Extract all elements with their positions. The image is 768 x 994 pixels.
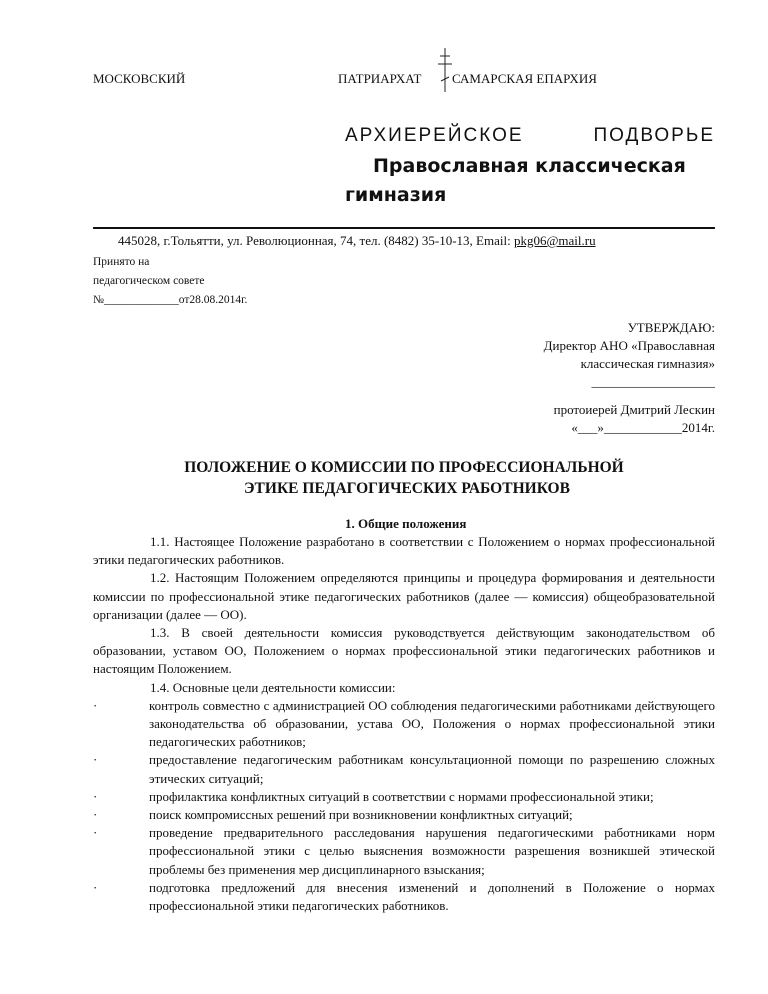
document-title-line2: ЭТИКЕ ПЕДАГОГИЧЕСКИХ РАБОТНИКОВ	[244, 480, 570, 497]
list-item-text: поиск компромиссных решений при возникновении конфликтных ситуаций;	[149, 807, 573, 823]
accepted-line3: №_____________от28.08.2014г.	[93, 294, 248, 306]
paragraph-1-3: 1.3. В своей деятельности комиссия руководствуется действующим законодательством об образовании, уставом ОО, Положением о нормах профессиональной этики педагогических работников и настоящим Положением.	[93, 625, 715, 677]
address-line	[118, 233, 596, 249]
accepted-block	[93, 253, 247, 310]
podvorie-heading	[345, 125, 715, 147]
list-item	[93, 879, 715, 915]
list-item-text: профилактика конфликтных ситуаций в соответствии с нормами профессиональной этики;	[149, 788, 654, 804]
approval-line1: Директор АНО «Православная	[543, 338, 715, 353]
document-title-line1: ПОЛОЖЕНИЕ О КОМИССИИ ПО ПРОФЕССИОНАЛЬНОЙ	[184, 459, 624, 476]
paragraph-1-2: 1.2. Настоящим Положением определяются принципы и процедура формирования и деятельности комиссии по профессиональной этике педагогических работников (далее — комиссия) общеобразовательной организации (далее — ОО).	[93, 570, 715, 622]
header-samara-eparchy: САМАРСКАЯ ЕПАРХИЯ	[452, 71, 597, 86]
bullet-mark: ·	[93, 788, 98, 804]
podvorie-word-1: АРХИЕРЕЙСКОЕ	[345, 125, 524, 146]
bullet-mark: ·	[93, 825, 98, 841]
approval-title: УТВЕРЖДАЮ:	[627, 320, 715, 335]
gymnasium-name-line1: Православная классическая	[373, 155, 686, 177]
section-heading: 1. Общие положения	[345, 516, 467, 531]
list-item	[93, 788, 715, 806]
approval-line2: классическая гимназия»	[580, 356, 715, 371]
list-item	[93, 806, 715, 824]
approval-name: протоиерей Дмитрий Лескин	[553, 402, 715, 417]
document-title	[93, 457, 715, 499]
header-patriarchate: ПАТРИАРХАТ	[338, 71, 422, 86]
list-item	[93, 751, 715, 787]
list-item-text: подготовка предложений для внесения изменений и дополнений в Положение о нормах профессиональной этики педагогических работников.	[149, 879, 715, 914]
list-item-text: предоставление педагогическим работникам консультационной помощи по разрешению сложных этических ситуаций;	[149, 752, 715, 786]
list-item	[93, 824, 715, 879]
bullet-mark: ·	[93, 697, 98, 713]
document-body	[93, 533, 715, 915]
paragraph-1-1: 1.1. Настоящее Положение разработано в соответствии с Положением о нормах профессиональной этики педагогических работников.	[93, 534, 715, 568]
list-item	[93, 697, 715, 752]
list-item-text: проведение предварительного расследования нарушения педагогическими работниками норм профессиональной этики с целью выяснения возможности разрешения возникшей этической проблемы без применения мер дисциплинарного взыскания;	[149, 825, 715, 877]
orthodox-cross-icon	[438, 48, 452, 92]
email-link[interactable]: pkg06@mail.ru	[513, 233, 596, 248]
address-text: 445028, г.Тольятти, ул. Революционная, 74, тел. (8482) 35-10-13, Email:	[118, 233, 514, 248]
accepted-line1: Принято на	[93, 256, 150, 268]
approval-date: «___»____________2014г.	[571, 420, 715, 435]
bullet-mark: ·	[93, 752, 98, 768]
paragraph-1-4: 1.4. Основные цели деятельности комиссии:	[150, 679, 396, 695]
bullet-mark: ·	[93, 879, 98, 895]
bullet-mark: ·	[93, 807, 98, 823]
list-item-text: контроль совместно с администрацией ОО соблюдения педагогическими работниками действующего законодательства об образовании, устава ОО, Положения о нормах профессиональной этики педагогических работников;	[149, 697, 715, 750]
header-moskovsky: МОСКОВСКИЙ	[93, 71, 186, 86]
gymnasium-name-line2: гимназия	[345, 184, 447, 206]
header-divider	[93, 227, 715, 229]
approval-block	[544, 319, 715, 437]
approval-signature-line: ___________________	[591, 374, 715, 389]
podvorie-word-2: ПОДВОРЬЕ	[593, 125, 715, 146]
accepted-line2: педагогическом совете	[93, 275, 205, 287]
